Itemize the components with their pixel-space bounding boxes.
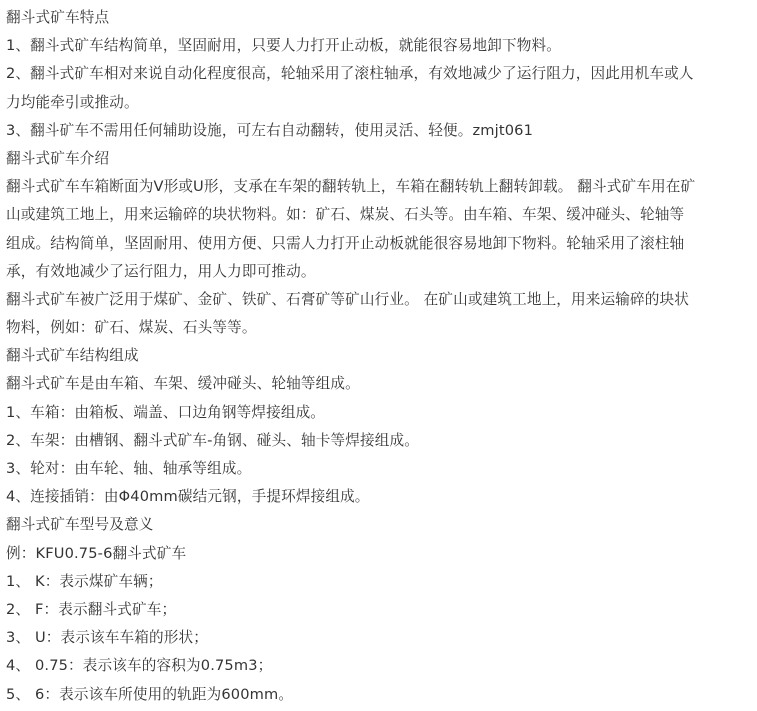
list-item: 5、 6：表示该车所使用的轨距为600mm。: [6, 685, 294, 703]
paragraph-line: 2、翻斗式矿车相对来说自动化程度很高，轮轴采用了滚柱轴承，有效地减少了运行阻力，因此用机车或人: [6, 65, 694, 83]
paragraph-line: 例：KFU0.75-6翻斗式矿车: [6, 544, 187, 562]
paragraph-line: 1、翻斗式矿车结构简单，坚固耐用，只要人力打开止动板，就能很容易地卸下物料。: [6, 37, 561, 55]
list-item: 1、车箱：由箱板、端盖、口边角钢等焊接组成。: [6, 403, 326, 421]
paragraph-line: 组成。结构简单，坚固耐用、使用方便、只需人力打开止动板就能很容易地卸下物料。轮轴采用了滚柱轴: [6, 234, 685, 252]
list-item: 2、 F：表示翻斗式矿车；: [6, 600, 177, 618]
heading-model-meaning: 翻斗式矿车型号及意义: [6, 516, 154, 534]
paragraph-line: 3、翻斗矿车不需用任何辅助设施，可左右自动翻转，使用灵活、轻便。zmjt061: [6, 121, 534, 139]
heading-features: 翻斗式矿车特点: [6, 9, 110, 26]
paragraph-line: 物料，例如：矿石、煤炭、石头等等。: [6, 319, 257, 337]
list-item: 2、车架：由槽钢、翻斗式矿车-角钢、碰头、轴卡等焊接组成。: [6, 431, 419, 449]
list-item: 3、轮对：由车轮、轴、轴承等组成。: [6, 460, 252, 477]
paragraph-line: 力均能牵引或推动。: [6, 93, 139, 111]
list-item: 3、 U：表示该车车箱的形状；: [6, 629, 208, 647]
paragraph-line: 翻斗式矿车被广泛用于煤矿、金矿、铁矿、石膏矿等矿山行业。 在矿山或建筑工地上，用来运输碎的块状: [6, 290, 690, 308]
heading-introduction: 翻斗式矿车介绍: [6, 149, 110, 167]
list-item: 4、 0.75：表示该车的容积为0.75m3；: [6, 657, 273, 675]
paragraph-line: 翻斗式矿车车箱断面为V形或U形，支承在车架的翻转轨上，车箱在翻转轨上翻转卸载。 翻斗式矿车用在矿: [6, 178, 696, 196]
paragraph-line: 承，有效地减少了运行阻力，用人力即可推动。: [6, 262, 316, 280]
heading-structure: 翻斗式矿车结构组成: [6, 347, 139, 365]
document-body: [0, 4, 757, 711]
list-item: 1、 K：表示煤矿车辆；: [6, 572, 163, 590]
paragraph-line: 翻斗式矿车是由车箱、车架、缓冲碰头、轮轴等组成。: [6, 375, 360, 393]
list-item: 4、连接插销：由Φ40mm碳结元钢，手提环焊接组成。: [6, 488, 370, 506]
paragraph-line: 山或建筑工地上，用来运输碎的块状物料。如：矿石、煤炭、石头等。由车箱、车架、缓冲碰头、轮轴等: [6, 206, 685, 224]
